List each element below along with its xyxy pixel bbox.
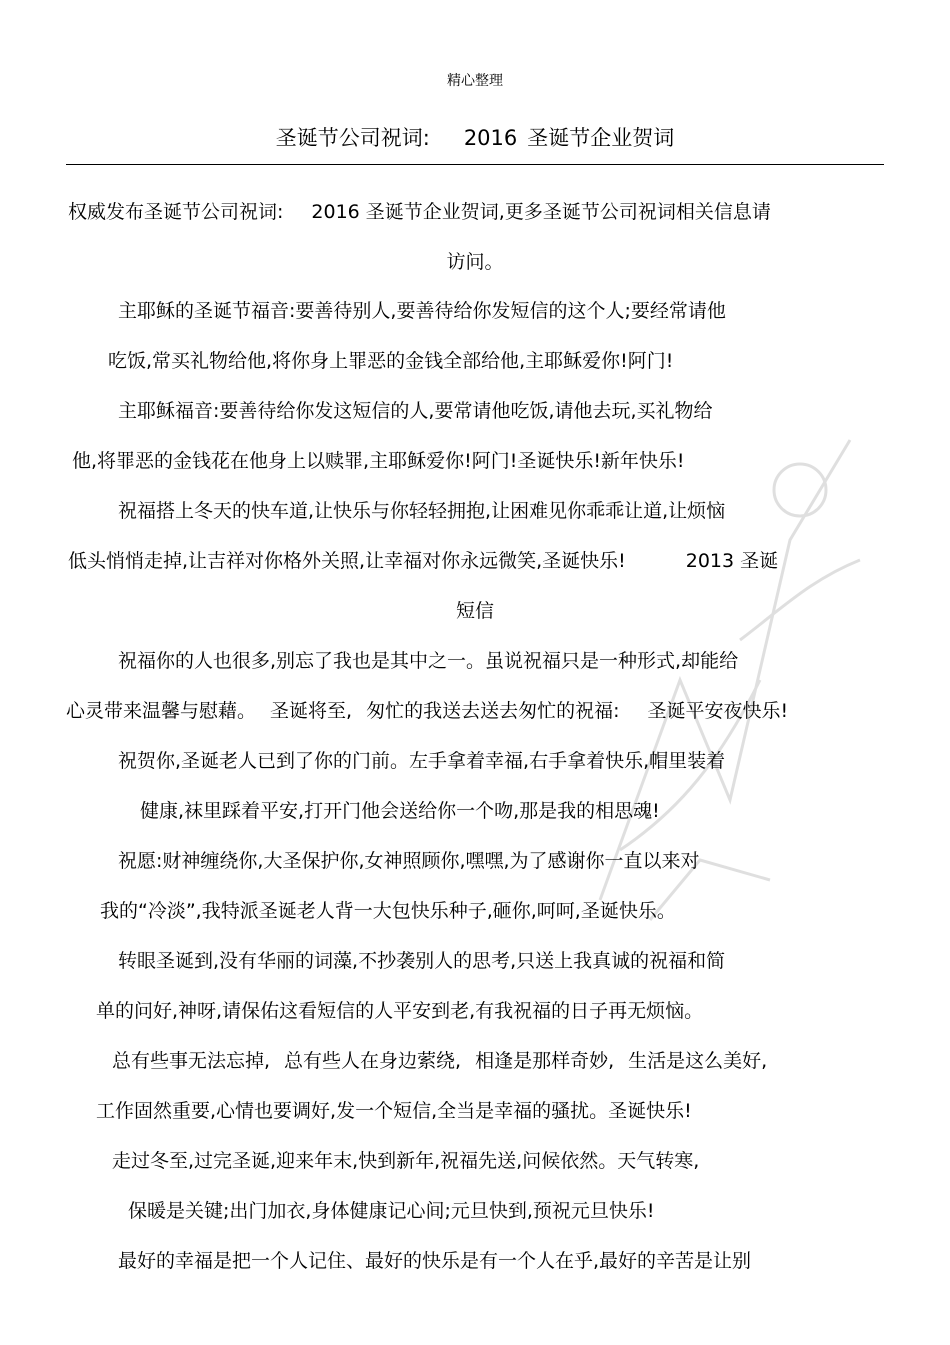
paragraph-3-line-3: 短信 bbox=[455, 600, 494, 622]
paragraph-4-line-1: 祝福你的人也很多,别忘了我也是其中之一。虽说祝福只是一种形式,却能给 bbox=[118, 650, 739, 672]
title-part2: 圣诞节企业贺词 bbox=[527, 126, 675, 150]
paragraph-8-line-2: 工作固然重要,心情也要调好,发一个短信,全当是幸福的骚扰。圣诞快乐! bbox=[96, 1100, 692, 1122]
document-title bbox=[0, 124, 950, 152]
title-part1: 圣诞节公司祝词: bbox=[275, 126, 430, 150]
paragraph-8-seg-d: 生活是这么美好, bbox=[628, 1050, 768, 1072]
paragraph-3-line-2 bbox=[68, 549, 778, 573]
paragraph-2-line-2: 他,将罪恶的金钱花在他身上以赎罪,主耶稣爱你!阿门!圣诞快乐!新年快乐! bbox=[72, 450, 685, 472]
paragraph-8-line-1 bbox=[112, 1049, 767, 1073]
paragraph-7-line-2: 单的问好,神呀,请保佑这看短信的人平安到老,有我祝福的日子再无烦恼。 bbox=[96, 1000, 704, 1022]
paragraph-6-line-2: 我的“冷淡”,我特派圣诞老人背一大包快乐种子,砸你,呵呵,圣诞快乐。 bbox=[100, 900, 676, 922]
paragraph-5-line-1: 祝贺你,圣诞老人已到了你的门前。左手拿着幸福,右手拿着快乐,帽里装着 bbox=[118, 750, 726, 772]
paragraph-4-seg-d: 圣诞平安夜快乐! bbox=[647, 700, 789, 722]
intro-line-1 bbox=[68, 200, 771, 224]
title-year: 2016 bbox=[463, 126, 518, 150]
paragraph-6-line-1: 祝愿:财神缠绕你,大圣保护你,女神照顾你,嘿嘿,为了感谢你一直以来对 bbox=[118, 850, 700, 872]
paragraph-4-seg-b: 圣诞将至, bbox=[270, 700, 353, 722]
paragraph-10-line-1: 最好的幸福是把一个人记住、最好的快乐是有一个人在乎,最好的辛苦是让别 bbox=[118, 1250, 752, 1272]
paragraph-3-line-2-tail: 2013 圣诞 bbox=[685, 550, 779, 572]
paragraph-4-seg-a: 心灵带来温馨与慰藉。 bbox=[66, 700, 257, 722]
paragraph-4-line-2 bbox=[66, 699, 788, 723]
paragraph-5-line-2: 健康,袜里踩着平安,打开门他会送给你一个吻,那是我的相思魂! bbox=[140, 800, 660, 822]
paragraph-2-line-1: 主耶稣福音:要善待给你发这短信的人,要常请他吃饭,请他去玩,买礼物给 bbox=[118, 400, 713, 422]
paragraph-3-line-2-text: 低头悄悄走掉,让吉祥对你格外关照,让幸福对你永远微笑,圣诞快乐! bbox=[68, 550, 626, 572]
title-divider bbox=[66, 164, 884, 165]
paragraph-8-seg-c: 相逢是那样奇妙, bbox=[475, 1050, 615, 1072]
paragraph-8-seg-b: 总有些人在身边萦绕, bbox=[284, 1050, 462, 1072]
intro-line-2: 访问。 bbox=[446, 251, 504, 273]
paragraph-1-line-1: 主耶稣的圣诞节福音:要善待别人,要善待给你发短信的这个人;要经常请他 bbox=[118, 300, 726, 322]
paragraph-4-seg-c: 匆忙的我送去送去匆忙的祝福: bbox=[366, 700, 620, 722]
paragraph-1-line-2: 吃饭,常买礼物给他,将你身上罪恶的金钱全部给他,主耶稣爱你!阿门! bbox=[108, 350, 674, 372]
intro-text-b: 2016 圣诞节企业贺词,更多圣诞节公司祝词相关信息请 bbox=[311, 201, 771, 223]
paragraph-9-line-2: 保暖是关键;出门加衣,身体健康记心间;元旦快到,预祝元旦快乐! bbox=[128, 1200, 655, 1222]
paragraph-3-line-1: 祝福搭上冬天的快车道,让快乐与你轻轻拥抱,让困难见你乖乖让道,让烦恼 bbox=[118, 500, 726, 522]
page-header: 精心整理 bbox=[447, 73, 503, 89]
paragraph-9-line-1: 走过冬至,过完圣诞,迎来年末,快到新年,祝福先送,问候依然。天气转寒, bbox=[112, 1150, 700, 1172]
paragraph-8-seg-a: 总有些事无法忘掉, bbox=[112, 1050, 271, 1072]
intro-text-a: 权威发布圣诞节公司祝词: bbox=[68, 201, 284, 223]
paragraph-7-line-1: 转眼圣诞到,没有华丽的词藻,不抄袭别人的思考,只送上我真诚的祝福和简 bbox=[118, 950, 726, 972]
